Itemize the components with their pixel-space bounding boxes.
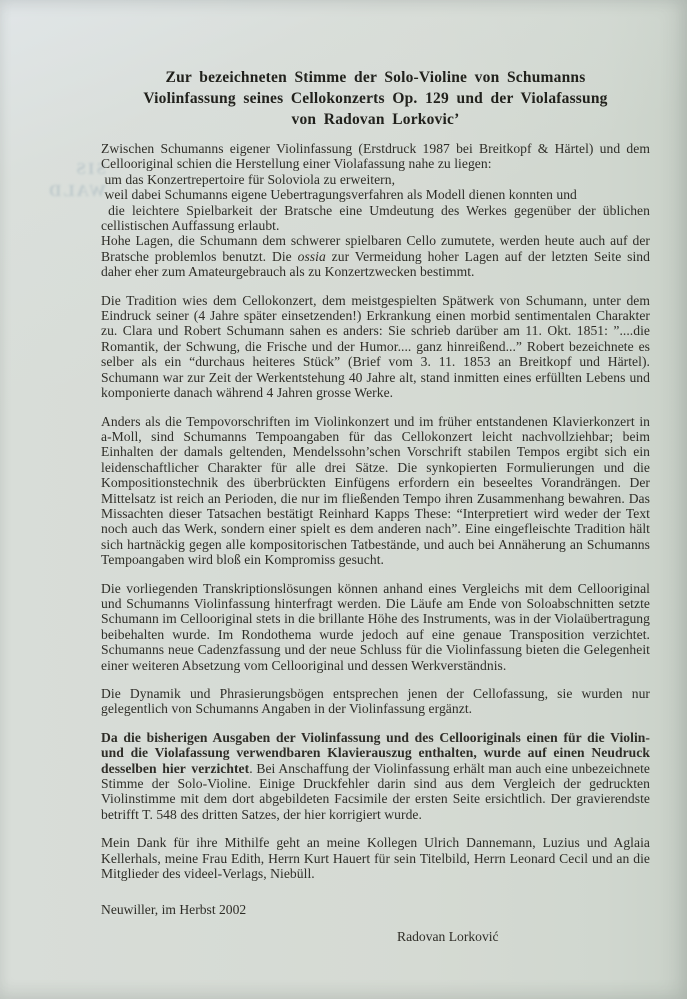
place-date-line: Neuwiller, im Herbst 2002 bbox=[101, 902, 247, 918]
paragraph-run: weil dabei Schumanns eigene Uebertragungsverfahren als Modell dienen konnten und bbox=[101, 187, 577, 203]
paragraphs bbox=[101, 141, 650, 881]
paragraph-bold-run: Da die bisherigen Ausgaben der Violinfassung und des Cellooriginals einen für die Violin- und die Violafassung verwendbaren Klavierauszug enthalten, wurde auf einen Neudruck desselben hier verzichtet bbox=[101, 729, 650, 776]
document-title bbox=[101, 67, 650, 130]
paragraph-run: . Bei Anschaffung der Violinfassung erhält man auch eine unbezeichnete Stimme der Solo-Violine. Einige Druckfehler darin sind aus dem Vergleich der gedruckten Violinstimme mit dem dort abgebildeten Facsimile der ersten Seite ersichtlich. Der gravierendste betrifft T. 548 des dritten Satzes, der hier korrigiert wurde. bbox=[101, 760, 650, 822]
paragraph-run: die leichtere Spielbarkeit der Bratsche eine Umdeutung des Werkes gegenüber der üblichen cellistischen Auffassung erlaubt. bbox=[101, 202, 650, 234]
bleedthrough-line: SIS bbox=[74, 159, 106, 178]
paragraph-run: Die Dynamik und Phrasierungsbögen entsprechen jenen der Cellofassung, sie wurden nur gelegentlich von Schumanns Angaben in der Violinfassung ergänzt. bbox=[101, 686, 650, 717]
paragraph-run: um das Konzertrepertoire für Soloviola zu erweitern, bbox=[101, 171, 396, 187]
paragraph bbox=[101, 141, 650, 280]
paragraph-italic-run: ossia bbox=[297, 248, 326, 264]
title-line-2: Violinfassung seines Cellokonzerts Op. 129 und der Violafassung bbox=[143, 90, 608, 107]
paragraph-run: zur Vermeidung hoher Lagen auf der letzten Seite sind daher eher zum Amateurgebrauch als zu Konzertzwecken bestimmt. bbox=[101, 248, 650, 280]
signature-line: Radovan Lorković bbox=[397, 928, 499, 944]
bleedthrough-text bbox=[6, 158, 106, 202]
paragraph bbox=[101, 686, 650, 717]
paragraph bbox=[101, 835, 650, 881]
title-line-1: Zur bezeichneten Stimme der Solo-Violine von Schumanns bbox=[165, 69, 586, 86]
paragraph bbox=[101, 414, 650, 568]
paragraph bbox=[101, 581, 650, 673]
paragraph-run: Hohe Lagen, die Schumann dem schwerer spielbaren Cello zumutete, werden heute auch auf der Bratsche problemlos benutzt. Die bbox=[101, 233, 650, 264]
paragraph-run: Mein Dank für ihre Mithilfe geht an meine Kollegen Ulrich Dannemann, Luzius und Aglaia Kellerhals, meine Frau Edith, Herrn Kurt Hauert für sein Titelbild, Herrn Leonard Cecil und an die Mitglieder des videel-Verlags, Niebüll. bbox=[101, 835, 650, 882]
title-line-3: von Radovan Lorkovic’ bbox=[291, 111, 460, 128]
paragraph-run: Zwischen Schumanns eigener Violinfassung (Erstdruck 1987 bei Breitkopf & Härtel) und dem Cellooriginal schien die Herstellung einer Violafassung nahe zu liegen: bbox=[101, 141, 650, 172]
paragraph bbox=[101, 293, 650, 401]
paragraph bbox=[101, 730, 650, 822]
bleedthrough-line: WALD bbox=[46, 181, 106, 200]
scanned-document-page bbox=[101, 0, 650, 944]
paragraph-run: Die vorliegenden Transkriptionslösungen können anhand eines Vergleichs mit dem Cellooriginal und Schumanns Violinfassung hinterfragt werden. Die Läufe am Ende von Soloabschnitten setzte Schumann im Cellooriginal stets in die brillante Höhe des Instruments, was in der Violaübertragung beibehalten wurde. Im Rondothema wurde jedoch auf eine genaue Transposition verzichtet. Schumanns neue Cadenzfassung und der neue Schluss für die Violinfassung bieten die Gelegenheit einer weiteren Absetzung vom Cellooriginal und dessen Werkverständnis. bbox=[101, 580, 650, 673]
paragraph-run: Die Tradition wies dem Cellokonzert, dem meistgespielten Spätwerk von Schumann, unter dem Eindruck seiner (4 Jahre später einsetzenden!) Erkrankung einen morbid sentimentalen Charakter zu. Clara und Robert Schumann sahen es anders: Sie schrieb darüber am 11. Okt. 1851: ”....die Romantik, der Schwung, die Frische und der Humor.... ganz hinreißend...” Robert bezeichnete es selber als ein “durchaus heiteres Stück” (Brief vom 3. 11. 1853 an Breitkopf und Härtel). Schumann war zur Zeit der Werkentstehung 40 Jahre alt, stand inmitten eines erfüllten Lebens und komponierte danach während 4 Jahren grosse Werke. bbox=[101, 292, 650, 401]
paragraph-run: Anders als die Tempovorschriften im Violinkonzert und im früher entstandenen Klavierkonzert in a-Moll, sind Schumanns Tempoangaben für das Cellokonzert leicht nachvollziehbar; beim Einhalten der damals geltenden, Mendelssohn’schen Vorschrift stabilen Tempos ergibt sich ein leidenschaftlicher Charakter für alle drei Sätze. Die synkopierten Formulierungen und die Kompositionstechnik des überbrückten Einfügens erfordern ein beseeltes Vorandrängen. Der Mittelsatz ist reich an Perioden, die nur im fließenden Tempo ihren Zusammenhang bewahren. Das Missachten dieser Tatsachen bestätigt Reinhard Kapps These: “Interpretiert wird weder der Text noch auch das Werk, sondern einer spielt es dem anderen nach”. Eine eingefleischte Tradition hält sich hartnäckig gegen alle kompositorischen Tatbestände, und auch bei Annäherung an Schumanns Tempoangaben wird bloß ein Kompromiss gesucht. bbox=[101, 413, 650, 568]
